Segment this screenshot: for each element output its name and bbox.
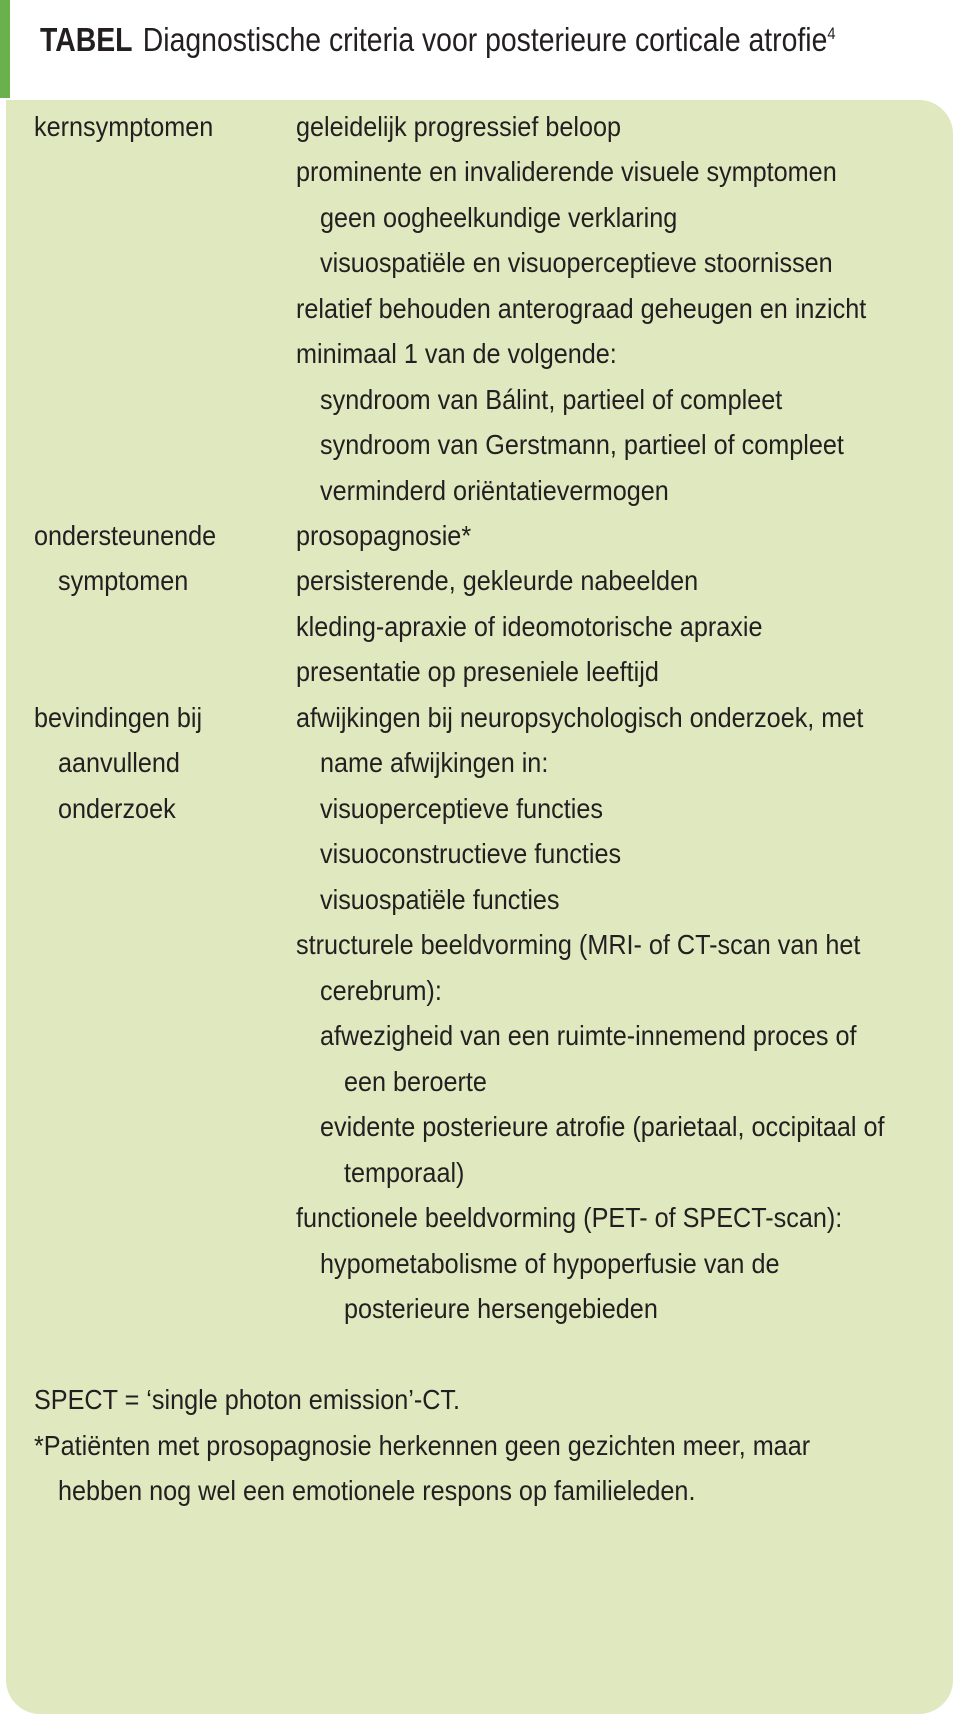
criterion-line: minimaal 1 van de volgende:: [296, 338, 617, 369]
criterion-line: visuospatiële en visuoperceptieve stoornissen: [320, 247, 833, 278]
category-additional-findings: bevindingen bij: [34, 702, 203, 733]
criterion-line: functionele beeldvorming (PET- of SPECT-scan):: [296, 1202, 843, 1233]
criterion-line: syndroom van Gerstmann, partieel of compleet: [320, 429, 844, 460]
criterion-line: afwezigheid van een ruimte-innemend proces of: [320, 1020, 857, 1051]
criterion-line: afwijkingen bij neuropsychologisch onderzoek, met: [296, 702, 864, 733]
criterion-line: prosopagnosie*: [296, 520, 472, 551]
criterion-line: structurele beeldvorming (MRI- of CT-scan van het: [296, 929, 861, 960]
category-additional-findings-cont: onderzoek: [58, 793, 176, 824]
criterion-line: verminderd oriëntatievermogen: [320, 475, 669, 506]
criterion-line: visuoperceptieve functies: [320, 793, 603, 824]
title-accent-bar: [0, 0, 10, 98]
criterion-line: een beroerte: [344, 1066, 487, 1097]
footnote-spect: SPECT = ‘single photon emission’-CT.: [34, 1384, 461, 1415]
footnote-prosopagnosia-cont: hebben nog wel een emotionele respons op familieleden.: [58, 1475, 696, 1506]
category-additional-findings-cont: aanvullend: [58, 747, 180, 778]
criterion-line: prominente en invaliderende visuele symptomen: [296, 156, 837, 187]
criterion-line: evidente posterieure atrofie (parietaal, occipitaal of: [320, 1111, 885, 1142]
criterion-line: syndroom van Bálint, partieel of compleet: [320, 384, 783, 415]
criterion-line: visuoconstructieve functies: [320, 838, 622, 869]
table-title-text: Diagnostische criteria voor posterieure corticale atrofie: [142, 21, 828, 58]
criterion-line: relatief behouden anterograad geheugen en inzicht: [296, 293, 867, 324]
criterion-line: persisterende, gekleurde nabeelden: [296, 565, 699, 596]
reference-superscript: 4: [827, 24, 836, 43]
category-supporting-symptoms-cont: symptomen: [58, 565, 189, 596]
criterion-line: visuospatiële functies: [320, 884, 560, 915]
criterion-line: kleding-apraxie of ideomotorische apraxie: [296, 611, 763, 642]
criterion-line: cerebrum):: [320, 975, 442, 1006]
table-title: [40, 18, 836, 62]
criterion-line: geen oogheelkundige verklaring: [320, 202, 678, 233]
criterion-line: presentatie op preseniele leeftijd: [296, 656, 659, 687]
criteria-table-panel: [6, 100, 953, 1714]
criterion-line: hypometabolisme of hypoperfusie van de: [320, 1248, 780, 1279]
table-label: TABEL: [40, 21, 133, 58]
footnote-prosopagnosia: *Patiënten met prosopagnosie herkennen geen gezichten meer, maar: [34, 1430, 811, 1461]
category-core-symptoms: kernsymptomen: [34, 111, 214, 142]
criterion-line: geleidelijk progressief beloop: [296, 111, 622, 142]
category-supporting-symptoms: ondersteunende: [34, 520, 217, 551]
criterion-line: name afwijkingen in:: [320, 747, 549, 778]
table-title-bar: [0, 0, 959, 98]
criterion-line: temporaal): [344, 1157, 465, 1188]
criterion-line: posterieure hersengebieden: [344, 1293, 658, 1324]
